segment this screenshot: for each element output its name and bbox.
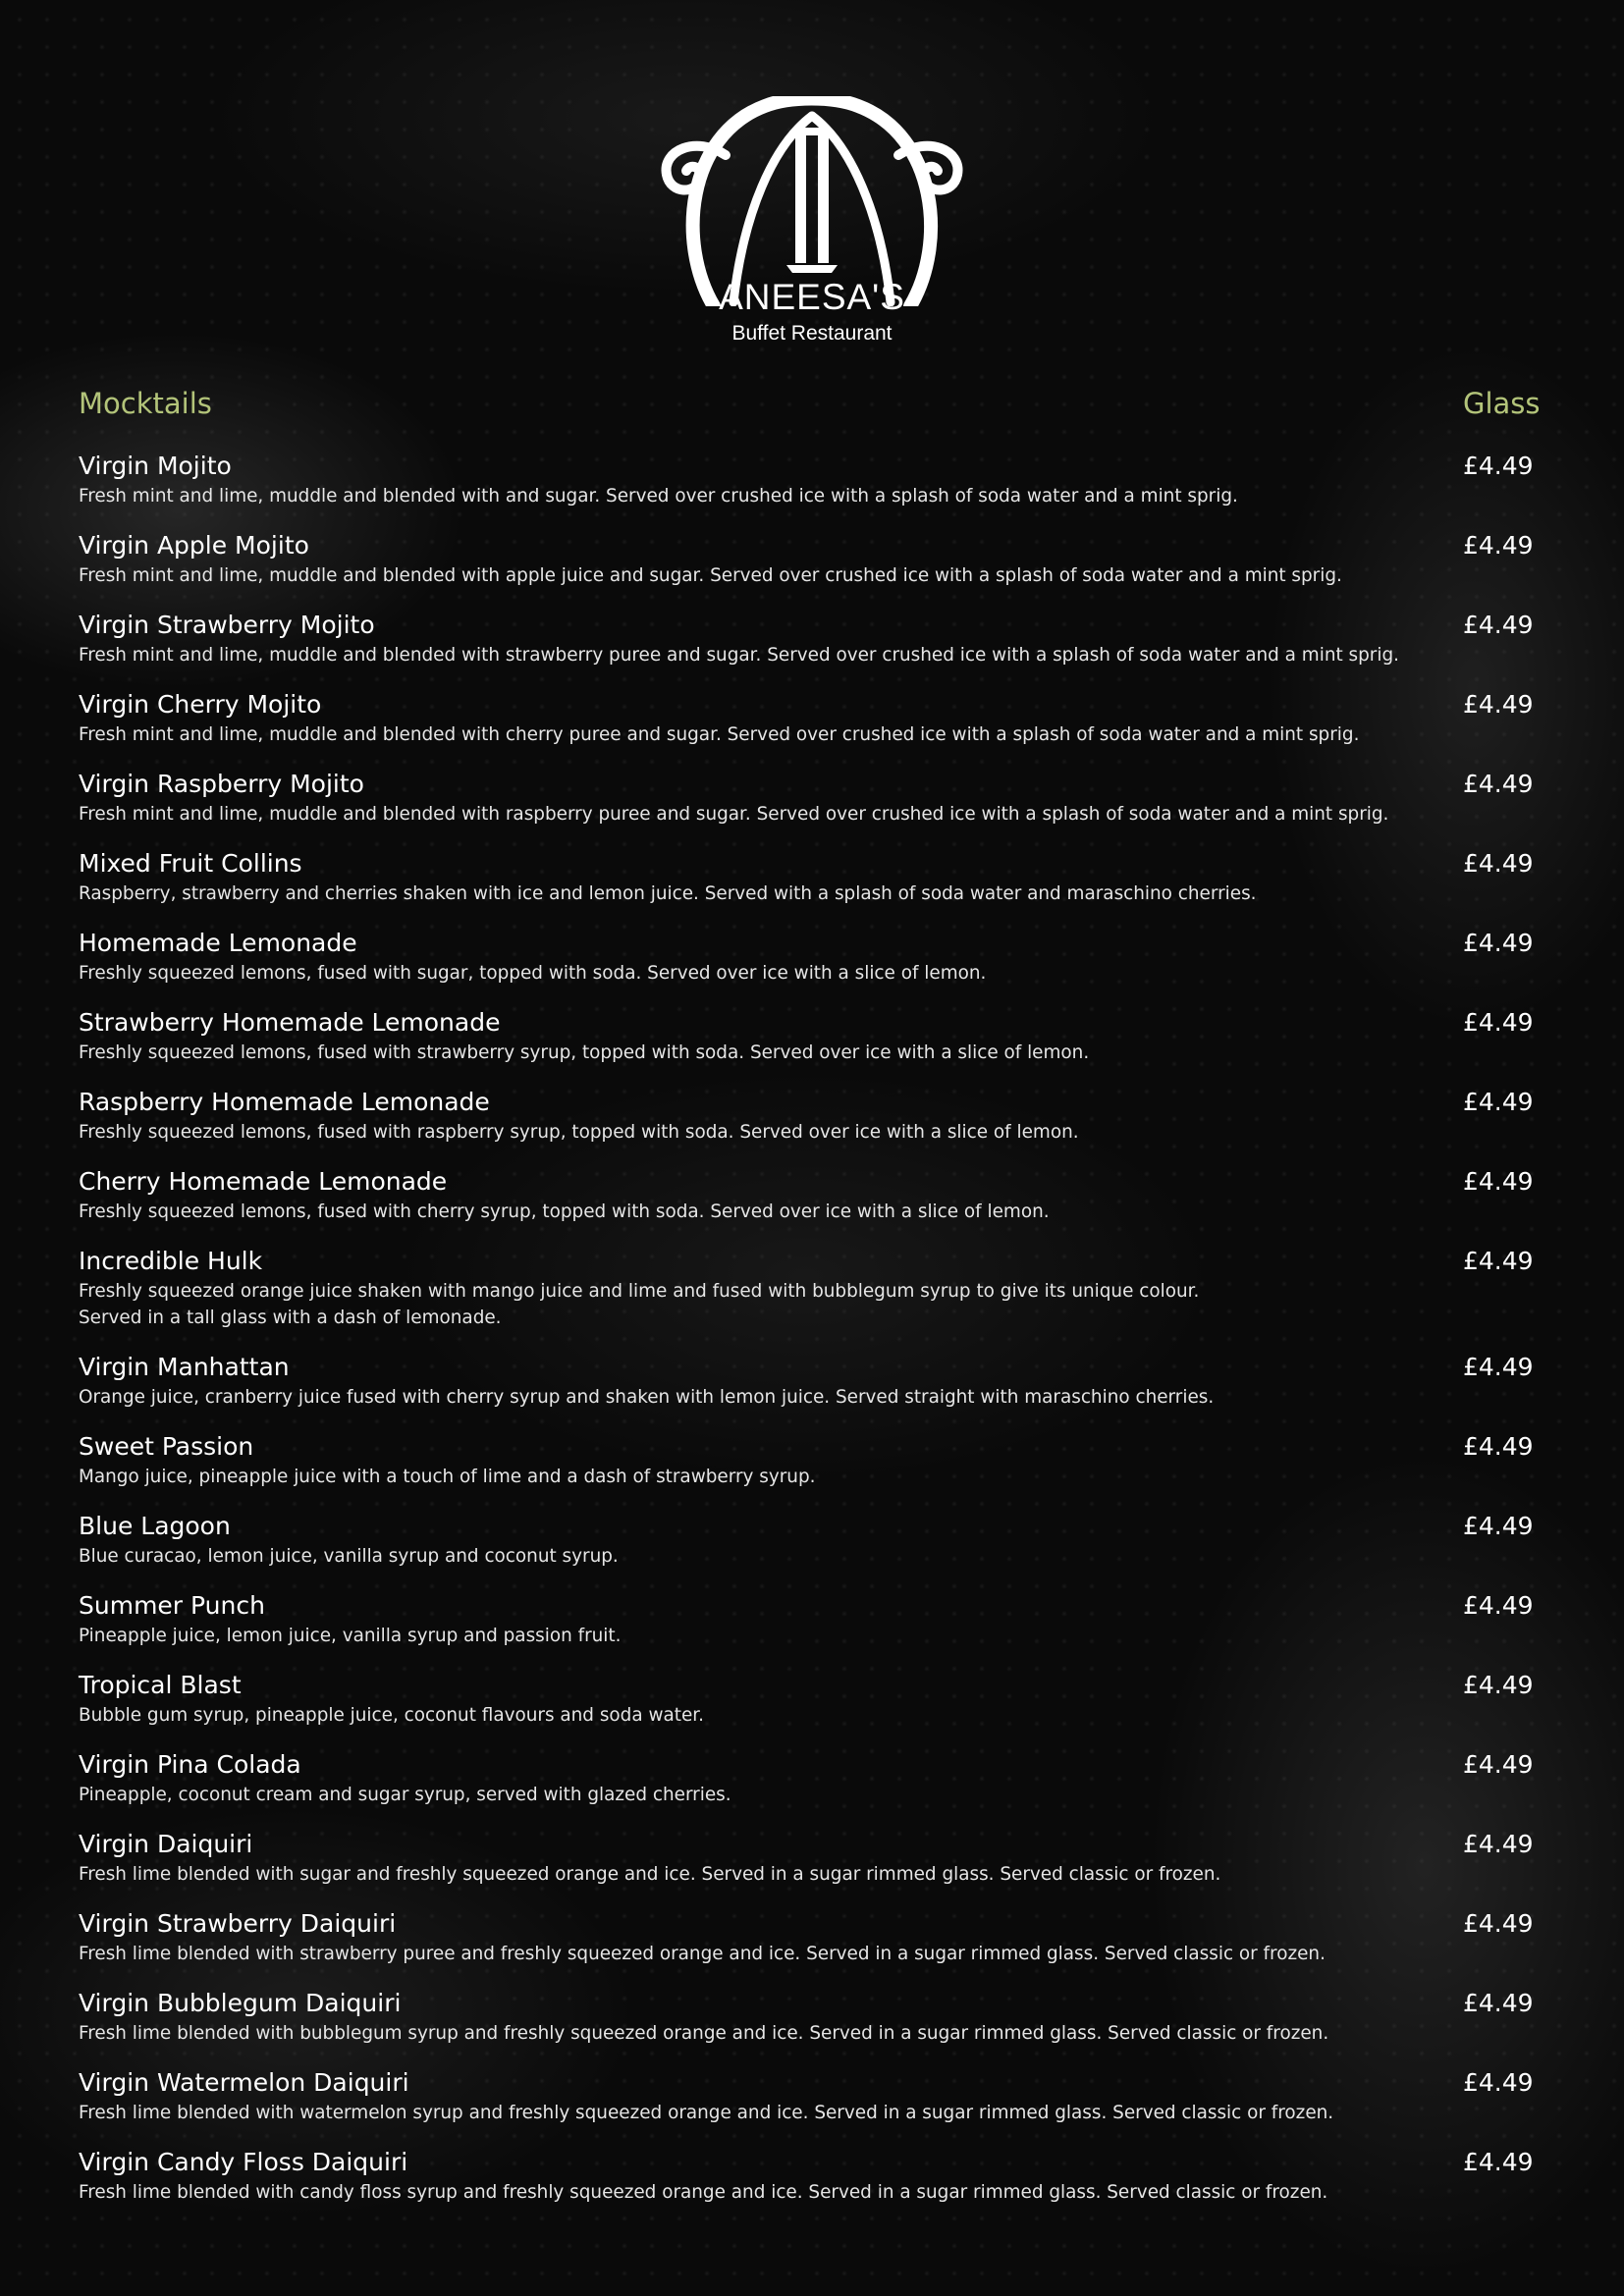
menu-item-description-line: Mango juice, pineapple juice with a touch of lime and a dash of strawberry syrup.	[79, 1467, 816, 1487]
menu-item-description-line: Raspberry, strawberry and cherries shaken with ice and lemon juice. Served with a splash of soda water and maraschino cherries.	[79, 883, 1257, 904]
restaurant-logo	[0, 96, 1624, 346]
menu-item-description-line: Freshly squeezed orange juice shaken with mango juice and lime and fused with bubblegum syrup to give its unique colour.	[79, 1281, 1200, 1302]
menu-item-price: £4.49	[1463, 1750, 1534, 1779]
menu-item-name: Virgin Bubblegum Daiquiri	[79, 1989, 402, 2017]
menu-item-price: £4.49	[1463, 1671, 1534, 1699]
menu-item-name: Tropical Blast	[79, 1671, 242, 1699]
menu-item	[79, 1907, 1545, 1987]
menu-item-name: Virgin Manhattan	[79, 1353, 290, 1381]
menu-item-name: Summer Punch	[79, 1591, 265, 1620]
menu-item-description	[79, 1861, 1453, 1888]
menu-item-price: £4.49	[1463, 929, 1534, 957]
arch-logo-icon	[657, 96, 967, 306]
menu-item-description	[79, 1464, 1453, 1490]
menu-item-name: Raspberry Homemade Lemonade	[79, 1088, 490, 1116]
menu-item	[79, 1510, 1545, 1589]
menu-item-name: Virgin Apple Mojito	[79, 531, 309, 560]
menu-item	[79, 847, 1545, 927]
menu-item-name: Homemade Lemonade	[79, 929, 357, 957]
menu-item-price: £4.49	[1463, 770, 1534, 798]
menu-item-price: £4.49	[1463, 1353, 1534, 1381]
menu-item-name: Blue Lagoon	[79, 1512, 231, 1540]
menu-item	[79, 529, 1545, 609]
menu-item	[79, 768, 1545, 847]
menu-item-description	[79, 2100, 1453, 2126]
menu-item-description-line: Freshly squeezed lemons, fused with strawberry syrup, topped with soda. Served over ice with a slice of lemon.	[79, 1042, 1090, 1063]
menu-item-description-line: Fresh lime blended with strawberry puree and freshly squeezed orange and ice. Served in a sugar rimmed glass. Served classic or frozen.	[79, 1944, 1326, 1964]
menu-item	[79, 1430, 1545, 1510]
menu-item-description-line: Fresh lime blended with sugar and freshly squeezed orange and ice. Served in a sugar rimmed glass. Served classic or frozen.	[79, 1864, 1221, 1885]
menu-item	[79, 688, 1545, 768]
menu-item	[79, 927, 1545, 1006]
menu-item-name: Virgin Raspberry Mojito	[79, 770, 364, 798]
menu-item-name: Incredible Hulk	[79, 1247, 263, 1275]
menu-item-price: £4.49	[1463, 611, 1534, 639]
menu-item-description	[79, 2020, 1453, 2047]
menu-item-description	[79, 1278, 1453, 1331]
menu-item	[79, 1589, 1545, 1669]
menu-item	[79, 1987, 1545, 2066]
menu-item	[79, 2146, 1545, 2225]
menu-item-description	[79, 2179, 1453, 2206]
menu-item-price: £4.49	[1463, 2068, 1534, 2097]
menu-item-description-line: Fresh mint and lime, muddle and blended with strawberry puree and sugar. Served over crushed ice with a splash of soda water and a mint sprig.	[79, 645, 1399, 666]
menu-item-name: Virgin Strawberry Mojito	[79, 611, 375, 639]
restaurant-subtitle: Buffet Restaurant	[731, 322, 893, 345]
menu-item-description	[79, 960, 1453, 987]
menu-item-description-line: Fresh lime blended with candy floss syrup and freshly squeezed orange and ice. Served in a sugar rimmed glass. Served classic or frozen.	[79, 2182, 1328, 2203]
restaurant-name: ANEESA'S	[719, 277, 905, 317]
menu-item-price: £4.49	[1463, 1008, 1534, 1037]
menu-item-price: £4.49	[1463, 1247, 1534, 1275]
menu-item-name: Virgin Daiquiri	[79, 1830, 253, 1858]
menu-item-name: Virgin Candy Floss Daiquiri	[79, 2148, 408, 2176]
menu-item-description-line: Blue curacao, lemon juice, vanilla syrup and coconut syrup.	[79, 1546, 619, 1567]
menu-item-description	[79, 801, 1453, 828]
menu-item-price: £4.49	[1463, 1512, 1534, 1540]
menu-item-price: £4.49	[1463, 1167, 1534, 1196]
menu-item-description	[79, 1782, 1453, 1808]
menu-item-description	[79, 1941, 1453, 1967]
menu-item-name: Virgin Pina Colada	[79, 1750, 301, 1779]
menu-item-price: £4.49	[1463, 452, 1534, 480]
menu-item-description-line: Fresh mint and lime, muddle and blended with and sugar. Served over crushed ice with a splash of soda water and a mint sprig.	[79, 486, 1238, 507]
menu-item-description	[79, 721, 1453, 748]
menu-item-description	[79, 642, 1453, 668]
menu-item	[79, 1165, 1545, 1245]
menu-item	[79, 609, 1545, 688]
menu-item-price: £4.49	[1463, 1432, 1534, 1461]
menu-item-description	[79, 1543, 1453, 1570]
menu-item-description-line: Fresh lime blended with bubblegum syrup and freshly squeezed orange and ice. Served in a sugar rimmed glass. Served classic or frozen.	[79, 2023, 1329, 2044]
menu-item-name: Mixed Fruit Collins	[79, 849, 302, 878]
menu-item	[79, 450, 1545, 529]
price-column-title: Glass	[1463, 387, 1541, 420]
menu-item-description	[79, 1702, 1453, 1729]
menu-item-price: £4.49	[1463, 2148, 1534, 2176]
menu-item-price: £4.49	[1463, 1909, 1534, 1938]
menu-item-price: £4.49	[1463, 1591, 1534, 1620]
menu-item-list	[79, 450, 1545, 2225]
menu-item-description-line: Orange juice, cranberry juice fused with cherry syrup and shaken with lemon juice. Served straight with maraschino cherries.	[79, 1387, 1215, 1408]
section-title: Mocktails	[79, 387, 212, 420]
menu-item-description-line: Pineapple juice, lemon juice, vanilla syrup and passion fruit.	[79, 1626, 622, 1646]
menu-item-description	[79, 483, 1453, 509]
menu-item-description-line: Served in a tall glass with a dash of lemonade.	[79, 1308, 502, 1328]
menu-item-price: £4.49	[1463, 1088, 1534, 1116]
menu-item	[79, 1245, 1545, 1351]
menu-item-description-line: Freshly squeezed lemons, fused with sugar, topped with soda. Served over ice with a slice of lemon.	[79, 963, 987, 984]
menu-header	[79, 387, 1545, 430]
menu-item-name: Sweet Passion	[79, 1432, 254, 1461]
menu-item-price: £4.49	[1463, 1830, 1534, 1858]
menu-item-description	[79, 881, 1453, 907]
menu-item	[79, 1006, 1545, 1086]
menu-item-name: Virgin Mojito	[79, 452, 232, 480]
menu-item-name: Virgin Cherry Mojito	[79, 690, 322, 719]
menu-item-name: Strawberry Homemade Lemonade	[79, 1008, 501, 1037]
menu-item-description-line: Fresh mint and lime, muddle and blended with cherry puree and sugar. Served over crushed ice with a splash of soda water and a mint sprig.	[79, 724, 1360, 745]
mocktails-menu	[79, 387, 1545, 2225]
menu-item-price: £4.49	[1463, 531, 1534, 560]
menu-item	[79, 1086, 1545, 1165]
menu-item-description-line: Freshly squeezed lemons, fused with cherry syrup, topped with soda. Served over ice with a slice of lemon.	[79, 1201, 1050, 1222]
menu-item-description-line: Freshly squeezed lemons, fused with raspberry syrup, topped with soda. Served over ice with a slice of lemon.	[79, 1122, 1079, 1143]
menu-item-description-line: Bubble gum syrup, pineapple juice, coconut flavours and soda water.	[79, 1705, 705, 1726]
menu-item	[79, 1748, 1545, 1828]
menu-item	[79, 1351, 1545, 1430]
menu-item-description	[79, 562, 1453, 589]
menu-item-description	[79, 1199, 1453, 1225]
menu-item-description	[79, 1384, 1453, 1411]
menu-item-name: Cherry Homemade Lemonade	[79, 1167, 448, 1196]
menu-item-price: £4.49	[1463, 1989, 1534, 2017]
menu-item-name: Virgin Watermelon Daiquiri	[79, 2068, 409, 2097]
menu-item	[79, 2066, 1545, 2146]
menu-item-name: Virgin Strawberry Daiquiri	[79, 1909, 397, 1938]
menu-item-description-line: Fresh lime blended with watermelon syrup and freshly squeezed orange and ice. Served in a sugar rimmed glass. Served classic or frozen.	[79, 2103, 1334, 2123]
menu-item-description	[79, 1623, 1453, 1649]
menu-item-price: £4.49	[1463, 849, 1534, 878]
menu-item-price: £4.49	[1463, 690, 1534, 719]
menu-item	[79, 1828, 1545, 1907]
menu-item-description-line: Fresh mint and lime, muddle and blended with apple juice and sugar. Served over crushed ice with a splash of soda water and a mint sprig.	[79, 565, 1342, 586]
menu-item-description	[79, 1040, 1453, 1066]
menu-item-description-line: Fresh mint and lime, muddle and blended with raspberry puree and sugar. Served over crushed ice with a splash of soda water and a mint sprig.	[79, 804, 1389, 825]
menu-item-description-line: Pineapple, coconut cream and sugar syrup, served with glazed cherries.	[79, 1785, 731, 1805]
menu-item	[79, 1669, 1545, 1748]
menu-item-description	[79, 1119, 1453, 1146]
